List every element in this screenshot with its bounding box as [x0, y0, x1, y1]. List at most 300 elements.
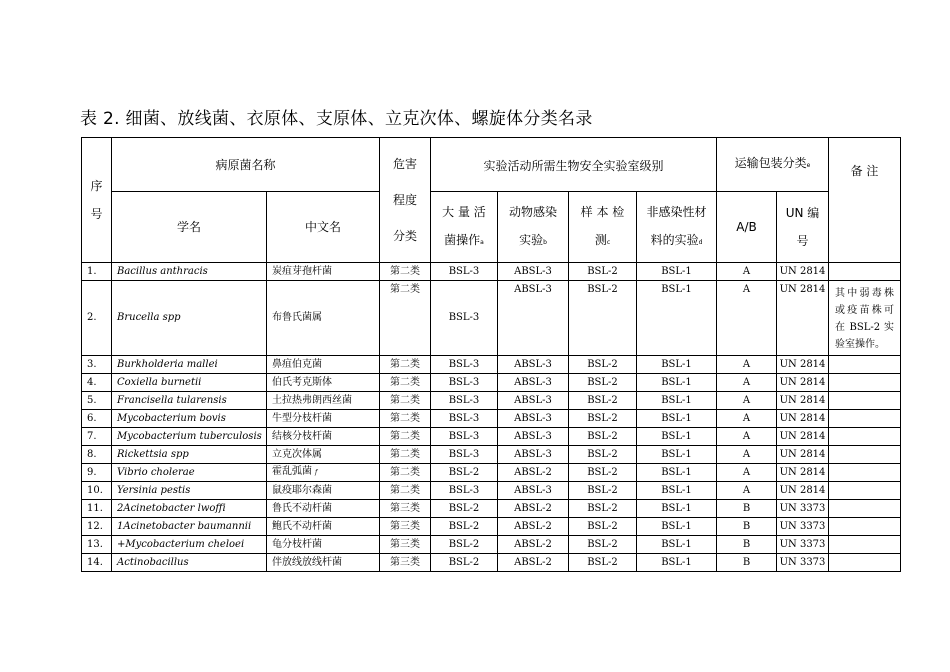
- cell-sci-text: Mycobacterium bovis: [117, 412, 226, 424]
- cell-animal-text: ABSL-3: [514, 394, 552, 406]
- header-un-l2: 号: [796, 234, 809, 248]
- table-row: [82, 374, 901, 392]
- cell-culture-text: BSL-3: [448, 265, 480, 277]
- cell-sci: [112, 464, 267, 482]
- cell-no: [82, 464, 112, 482]
- header-transport-sub: e: [806, 162, 811, 169]
- cell-ab-text: B: [742, 556, 751, 568]
- header-culture: [431, 192, 498, 263]
- cell-un-text: UN 3373: [779, 520, 826, 532]
- cell-culture: [431, 356, 498, 374]
- cell-animal: [498, 536, 569, 554]
- cell-un-text: UN 2814: [779, 484, 826, 496]
- cell-sample-text: BSL-2: [587, 502, 618, 514]
- cell-sci: [112, 536, 267, 554]
- cell-un: [777, 536, 829, 554]
- cell-sample: [569, 518, 637, 536]
- cell-sci-text: 2Acinetobacter lwoffi: [117, 502, 226, 514]
- cell-no: [82, 410, 112, 428]
- cell-hazard-text: 第二类: [390, 376, 420, 388]
- header-animal: [498, 192, 569, 263]
- cell-hazard-text: 第二类: [390, 412, 420, 424]
- cell-animal-text: ABSL-3: [514, 412, 552, 424]
- header-un-l1: UN 编: [785, 206, 820, 220]
- cell-ab-text: A: [742, 265, 751, 277]
- cell-ab: [717, 392, 777, 410]
- cell-cn-text: 伴放线放线杆菌: [272, 556, 342, 568]
- cell-cn: [267, 554, 380, 572]
- cell-sci-text: Francisella tularensis: [117, 394, 227, 406]
- table-row: [82, 410, 901, 428]
- cell-cn: [267, 482, 380, 500]
- cell-note: [829, 263, 901, 281]
- cell-noninf: [637, 446, 717, 464]
- header-un: [777, 192, 829, 263]
- cell-cn-text: 结核分枝杆菌: [272, 430, 332, 442]
- cell-sci-text: Yersinia pestis: [117, 484, 191, 496]
- header-noninf-l2: 料的实验: [650, 232, 699, 247]
- table-row: [82, 500, 901, 518]
- cell-cn-text: 鲍氏不动杆菌: [272, 520, 332, 532]
- cell-hazard-text: 第二类: [390, 466, 420, 478]
- cell-hazard-text: 第二类: [390, 430, 420, 442]
- cell-ab: [717, 482, 777, 500]
- cell-noninf: [637, 356, 717, 374]
- cell-note: [829, 392, 901, 410]
- cell-note: [829, 428, 901, 446]
- cell-culture-text: BSL-3: [448, 448, 480, 460]
- cell-cn-text: 霍乱弧菌: [272, 466, 312, 477]
- cell-noninf-text: BSL-1: [661, 394, 692, 406]
- cell-noninf: [637, 281, 717, 356]
- cell-note: [829, 464, 901, 482]
- cell-cn: [267, 374, 380, 392]
- cell-un: [777, 482, 829, 500]
- table-row: [82, 392, 901, 410]
- cell-un: [777, 392, 829, 410]
- cell-noninf-text: BSL-1: [661, 412, 692, 424]
- cell-noninf: [637, 518, 717, 536]
- cell-hazard-text: 第三类: [390, 538, 420, 550]
- cell-animal-text: ABSL-3: [514, 430, 552, 442]
- cell-sample: [569, 281, 637, 356]
- cell-sample-text: BSL-2: [587, 556, 618, 568]
- cell-hazard-text: 第三类: [390, 556, 420, 568]
- cell-ab-text: A: [742, 466, 751, 478]
- cell-hazard: [380, 518, 431, 536]
- cell-animal-text: ABSL-3: [514, 265, 552, 277]
- cell-note: [829, 410, 901, 428]
- cell-cn-text: 伯氏考克斯体: [272, 376, 332, 388]
- cell-sample-text: BSL-2: [587, 412, 618, 424]
- cell-culture: [431, 263, 498, 281]
- table-body: [82, 263, 901, 572]
- table-row: [82, 281, 901, 356]
- cell-no-text: 7.: [87, 430, 97, 442]
- cell-hazard: [380, 482, 431, 500]
- cell-noninf-text: BSL-1: [661, 284, 692, 295]
- cell-sample: [569, 554, 637, 572]
- cell-no-text: 6.: [87, 412, 97, 424]
- header-animal-sub: b: [543, 238, 547, 246]
- cell-no-text: 9.: [87, 466, 97, 478]
- cell-un-text: UN 3373: [779, 538, 826, 550]
- cell-note-text: 其中弱毒株或疫苗株可在 BSL-2 实验室操作。: [835, 288, 894, 350]
- cell-noninf: [637, 554, 717, 572]
- cell-cn-text: 龟分枝杆菌: [272, 538, 322, 550]
- cell-no-text: 5.: [87, 394, 97, 406]
- cell-hazard: [380, 374, 431, 392]
- cell-animal-text: ABSL-2: [514, 556, 552, 568]
- cell-note: [829, 554, 901, 572]
- cell-ab: [717, 263, 777, 281]
- cell-noninf-text: BSL-1: [661, 502, 692, 514]
- cell-sci: [112, 281, 267, 356]
- cell-no-text: 4.: [87, 376, 97, 388]
- cell-un-text: UN 2814: [779, 376, 826, 388]
- cell-noninf-text: BSL-1: [661, 484, 692, 496]
- cell-un: [777, 410, 829, 428]
- cell-un-text: UN 2814: [779, 430, 826, 442]
- cell-noninf-text: BSL-1: [661, 358, 692, 370]
- cell-culture-text: BSL-3: [448, 430, 480, 442]
- cell-ab: [717, 500, 777, 518]
- cell-note: [829, 356, 901, 374]
- cell-sci: [112, 518, 267, 536]
- header-culture-l1: 大 量 活: [442, 204, 486, 219]
- cell-culture: [431, 554, 498, 572]
- cell-cn-text: 立克次体属: [272, 448, 322, 460]
- table-row: [82, 482, 901, 500]
- cell-hazard: [380, 428, 431, 446]
- cell-animal: [498, 518, 569, 536]
- cell-animal-text: ABSL-3: [514, 376, 552, 388]
- header-animal-l1: 动物感染: [508, 204, 557, 219]
- header-seq-bottom: 号: [90, 207, 103, 221]
- cell-animal: [498, 482, 569, 500]
- cell-culture: [431, 518, 498, 536]
- cell-hazard-text: 第二类: [390, 358, 420, 370]
- cell-note: [829, 446, 901, 464]
- cell-hazard-text: 第二类: [390, 265, 420, 277]
- header-cn-name: 中文名: [267, 192, 380, 263]
- header-noninf: [637, 192, 717, 263]
- cell-culture: [431, 281, 498, 356]
- header-noninf-l1: 非感染性材: [646, 204, 707, 219]
- cell-cn: [267, 428, 380, 446]
- cell-no-text: 10.: [87, 484, 103, 496]
- cell-sci: [112, 446, 267, 464]
- cell-noninf-text: BSL-1: [661, 430, 692, 442]
- cell-ab: [717, 410, 777, 428]
- cell-animal: [498, 500, 569, 518]
- cell-culture: [431, 374, 498, 392]
- header-remark: 备 注: [829, 138, 901, 263]
- cell-sci-text: Vibrio cholerae: [117, 466, 195, 478]
- cell-hazard: [380, 410, 431, 428]
- cell-ab: [717, 281, 777, 356]
- cell-cn: [267, 410, 380, 428]
- cell-noninf: [637, 392, 717, 410]
- cell-culture: [431, 482, 498, 500]
- cell-hazard-text: 第二类: [390, 448, 420, 460]
- cell-hazard-text: 第二类: [390, 394, 420, 406]
- cell-hazard-text: 第二类: [390, 484, 420, 496]
- cell-un-text: UN 2814: [779, 394, 826, 406]
- cell-animal: [498, 410, 569, 428]
- cell-sci-text: Mycobacterium tuberculosis: [117, 430, 262, 442]
- cell-ab-text: A: [742, 484, 751, 496]
- cell-sample-text: BSL-2: [587, 265, 618, 277]
- cell-culture-text: BSL-2: [448, 520, 480, 532]
- cell-animal: [498, 356, 569, 374]
- cell-culture: [431, 428, 498, 446]
- header-transport: [717, 138, 829, 192]
- cell-hazard-text: 第二类: [390, 284, 420, 295]
- header-culture-sub: a: [480, 238, 484, 246]
- pathogen-table: [81, 137, 901, 572]
- cell-cn: [267, 464, 380, 482]
- header-sample-l1: 样 本 检: [580, 204, 625, 219]
- cell-culture-text: BSL-3: [448, 358, 480, 370]
- cell-animal-text: ABSL-3: [514, 484, 552, 496]
- cell-hazard: [380, 392, 431, 410]
- cell-animal-text: ABSL-3: [514, 284, 552, 295]
- cell-sci: [112, 263, 267, 281]
- cell-cn-text: 鲁氏不动杆菌: [272, 502, 332, 514]
- header-sample: [569, 192, 637, 263]
- cell-noninf-text: BSL-1: [661, 556, 692, 568]
- cell-no: [82, 356, 112, 374]
- cell-animal-text: ABSL-3: [514, 358, 552, 370]
- cell-un: [777, 281, 829, 356]
- cell-sample: [569, 464, 637, 482]
- cell-sample: [569, 482, 637, 500]
- header-sample-l2: 测: [594, 232, 607, 247]
- header-transport-label: 运输包装分类: [734, 156, 807, 170]
- header-lab-level: 实验活动所需生物安全实验室级别: [431, 138, 717, 192]
- cell-noninf: [637, 482, 717, 500]
- cell-sample-text: BSL-2: [587, 284, 618, 295]
- cell-noninf: [637, 536, 717, 554]
- cell-sample-text: BSL-2: [587, 466, 618, 478]
- cell-un-text: UN 2814: [779, 284, 826, 295]
- cell-sample-text: BSL-2: [587, 376, 618, 388]
- cell-culture-text: BSL-3: [448, 312, 480, 323]
- cell-sample: [569, 263, 637, 281]
- cell-sci-text: Rickettsia spp: [117, 448, 189, 460]
- cell-ab: [717, 356, 777, 374]
- cell-no: [82, 263, 112, 281]
- cell-sample: [569, 374, 637, 392]
- cell-hazard: [380, 263, 431, 281]
- header-sample-sub: c: [606, 238, 611, 246]
- cell-un-text: UN 3373: [779, 502, 826, 514]
- cell-animal: [498, 428, 569, 446]
- cell-ab-text: B: [742, 538, 751, 550]
- cell-animal: [498, 446, 569, 464]
- table-row: [82, 518, 901, 536]
- cell-no-text: 3.: [87, 358, 97, 370]
- cell-animal: [498, 554, 569, 572]
- cell-noninf-text: BSL-1: [661, 265, 692, 277]
- table-row: [82, 428, 901, 446]
- cell-culture: [431, 392, 498, 410]
- cell-cn-text: 炭疽芽孢杆菌: [272, 265, 332, 277]
- cell-noninf: [637, 428, 717, 446]
- table-title: 表 2. 细菌、放线菌、衣原体、支原体、立克次体、螺旋体分类名录: [80, 109, 593, 129]
- cell-ab: [717, 518, 777, 536]
- cell-culture: [431, 410, 498, 428]
- cell-sci-text: Burkholderia mallei: [117, 358, 218, 370]
- cell-no: [82, 518, 112, 536]
- cell-hazard: [380, 446, 431, 464]
- cell-ab-text: B: [742, 502, 751, 514]
- cell-animal: [498, 392, 569, 410]
- cell-hazard: [380, 554, 431, 572]
- cell-animal-text: ABSL-3: [514, 448, 552, 460]
- table-row: [82, 464, 901, 482]
- cell-sample-text: BSL-2: [587, 394, 618, 406]
- cell-no: [82, 554, 112, 572]
- cell-noninf-text: BSL-1: [661, 376, 692, 388]
- cell-cn: [267, 356, 380, 374]
- cell-noninf: [637, 500, 717, 518]
- cell-sample: [569, 500, 637, 518]
- cell-un: [777, 428, 829, 446]
- cell-sample: [569, 428, 637, 446]
- cell-noninf-text: BSL-1: [661, 466, 692, 478]
- cell-sci: [112, 500, 267, 518]
- cell-cn: [267, 518, 380, 536]
- cell-animal: [498, 464, 569, 482]
- cell-hazard: [380, 500, 431, 518]
- cell-cn-footnote: f: [315, 469, 318, 476]
- cell-sample: [569, 536, 637, 554]
- cell-culture-text: BSL-3: [448, 394, 480, 406]
- cell-ab-text: A: [742, 376, 751, 388]
- cell-no: [82, 392, 112, 410]
- cell-animal-text: ABSL-2: [514, 520, 552, 532]
- cell-sci: [112, 554, 267, 572]
- header-hazard-l1: 危害: [392, 157, 417, 171]
- cell-note: [829, 536, 901, 554]
- cell-culture-text: BSL-3: [448, 484, 480, 496]
- cell-cn-text: 鼻疽伯克菌: [272, 358, 322, 370]
- cell-cn: [267, 263, 380, 281]
- table-row: [82, 536, 901, 554]
- cell-note: [829, 518, 901, 536]
- cell-animal-text: ABSL-2: [514, 538, 552, 550]
- cell-un: [777, 500, 829, 518]
- header-hazard: [380, 138, 431, 263]
- cell-ab-text: A: [742, 284, 751, 295]
- cell-sci: [112, 428, 267, 446]
- header-hazard-l2: 程度: [392, 193, 417, 207]
- cell-sci: [112, 392, 267, 410]
- cell-cn: [267, 392, 380, 410]
- cell-noninf: [637, 464, 717, 482]
- cell-ab-text: B: [742, 520, 751, 532]
- cell-cn: [267, 536, 380, 554]
- cell-un-text: UN 3373: [779, 556, 826, 568]
- cell-noninf-text: BSL-1: [661, 448, 692, 460]
- cell-noninf-text: BSL-1: [661, 520, 692, 532]
- cell-no: [82, 428, 112, 446]
- cell-culture: [431, 446, 498, 464]
- cell-un: [777, 263, 829, 281]
- header-seq: [82, 138, 112, 263]
- cell-sample-text: BSL-2: [587, 448, 618, 460]
- table-row: [82, 554, 901, 572]
- cell-no: [82, 500, 112, 518]
- cell-sample: [569, 356, 637, 374]
- cell-noninf: [637, 263, 717, 281]
- cell-no: [82, 446, 112, 464]
- cell-no: [82, 281, 112, 356]
- cell-hazard: [380, 464, 431, 482]
- cell-noninf-text: BSL-1: [661, 538, 692, 550]
- cell-un-text: UN 2814: [779, 358, 826, 370]
- cell-culture: [431, 464, 498, 482]
- cell-hazard-text: 第三类: [390, 502, 420, 514]
- cell-culture-text: BSL-2: [448, 538, 480, 550]
- cell-ab-text: A: [742, 430, 751, 442]
- cell-culture: [431, 500, 498, 518]
- cell-sci-text: Brucella spp: [117, 312, 181, 323]
- cell-animal: [498, 374, 569, 392]
- cell-un-text: UN 2814: [779, 265, 826, 277]
- cell-sample-text: BSL-2: [587, 538, 618, 550]
- cell-no: [82, 482, 112, 500]
- cell-un: [777, 356, 829, 374]
- cell-culture-text: BSL-2: [448, 466, 480, 478]
- table-row: [82, 263, 901, 281]
- cell-hazard: [380, 356, 431, 374]
- cell-note: [829, 374, 901, 392]
- cell-cn: [267, 500, 380, 518]
- cell-sci-text: Bacillus anthracis: [117, 265, 208, 277]
- cell-culture-text: BSL-2: [448, 556, 480, 568]
- cell-hazard: [380, 536, 431, 554]
- cell-no: [82, 374, 112, 392]
- cell-no-text: 8.: [87, 448, 97, 460]
- cell-animal-text: ABSL-2: [514, 466, 552, 478]
- cell-sci-text: Actinobacillus: [117, 556, 189, 568]
- cell-ab: [717, 446, 777, 464]
- cell-noninf: [637, 410, 717, 428]
- cell-cn-text: 土拉热弗朗西丝菌: [272, 394, 352, 406]
- header-animal-l2: 实验: [519, 232, 544, 247]
- cell-ab: [717, 554, 777, 572]
- cell-cn-text: 鼠疫耶尔森菌: [272, 484, 332, 496]
- cell-culture: [431, 536, 498, 554]
- header-pathogen-name: 病原菌名称: [112, 138, 380, 192]
- cell-animal: [498, 281, 569, 356]
- header-noninf-sub: d: [698, 238, 703, 246]
- cell-ab-text: A: [742, 448, 751, 460]
- cell-no-text: 11.: [87, 502, 103, 514]
- cell-culture-text: BSL-3: [448, 412, 480, 424]
- cell-no-text: 14.: [87, 556, 103, 568]
- cell-sample-text: BSL-2: [587, 484, 618, 496]
- cell-noninf: [637, 374, 717, 392]
- cell-animal: [498, 263, 569, 281]
- cell-sample-text: BSL-2: [587, 358, 618, 370]
- cell-cn-text: 牛型分枝杆菌: [272, 412, 332, 424]
- cell-hazard-text: 第三类: [390, 520, 420, 532]
- cell-ab-text: A: [742, 412, 751, 424]
